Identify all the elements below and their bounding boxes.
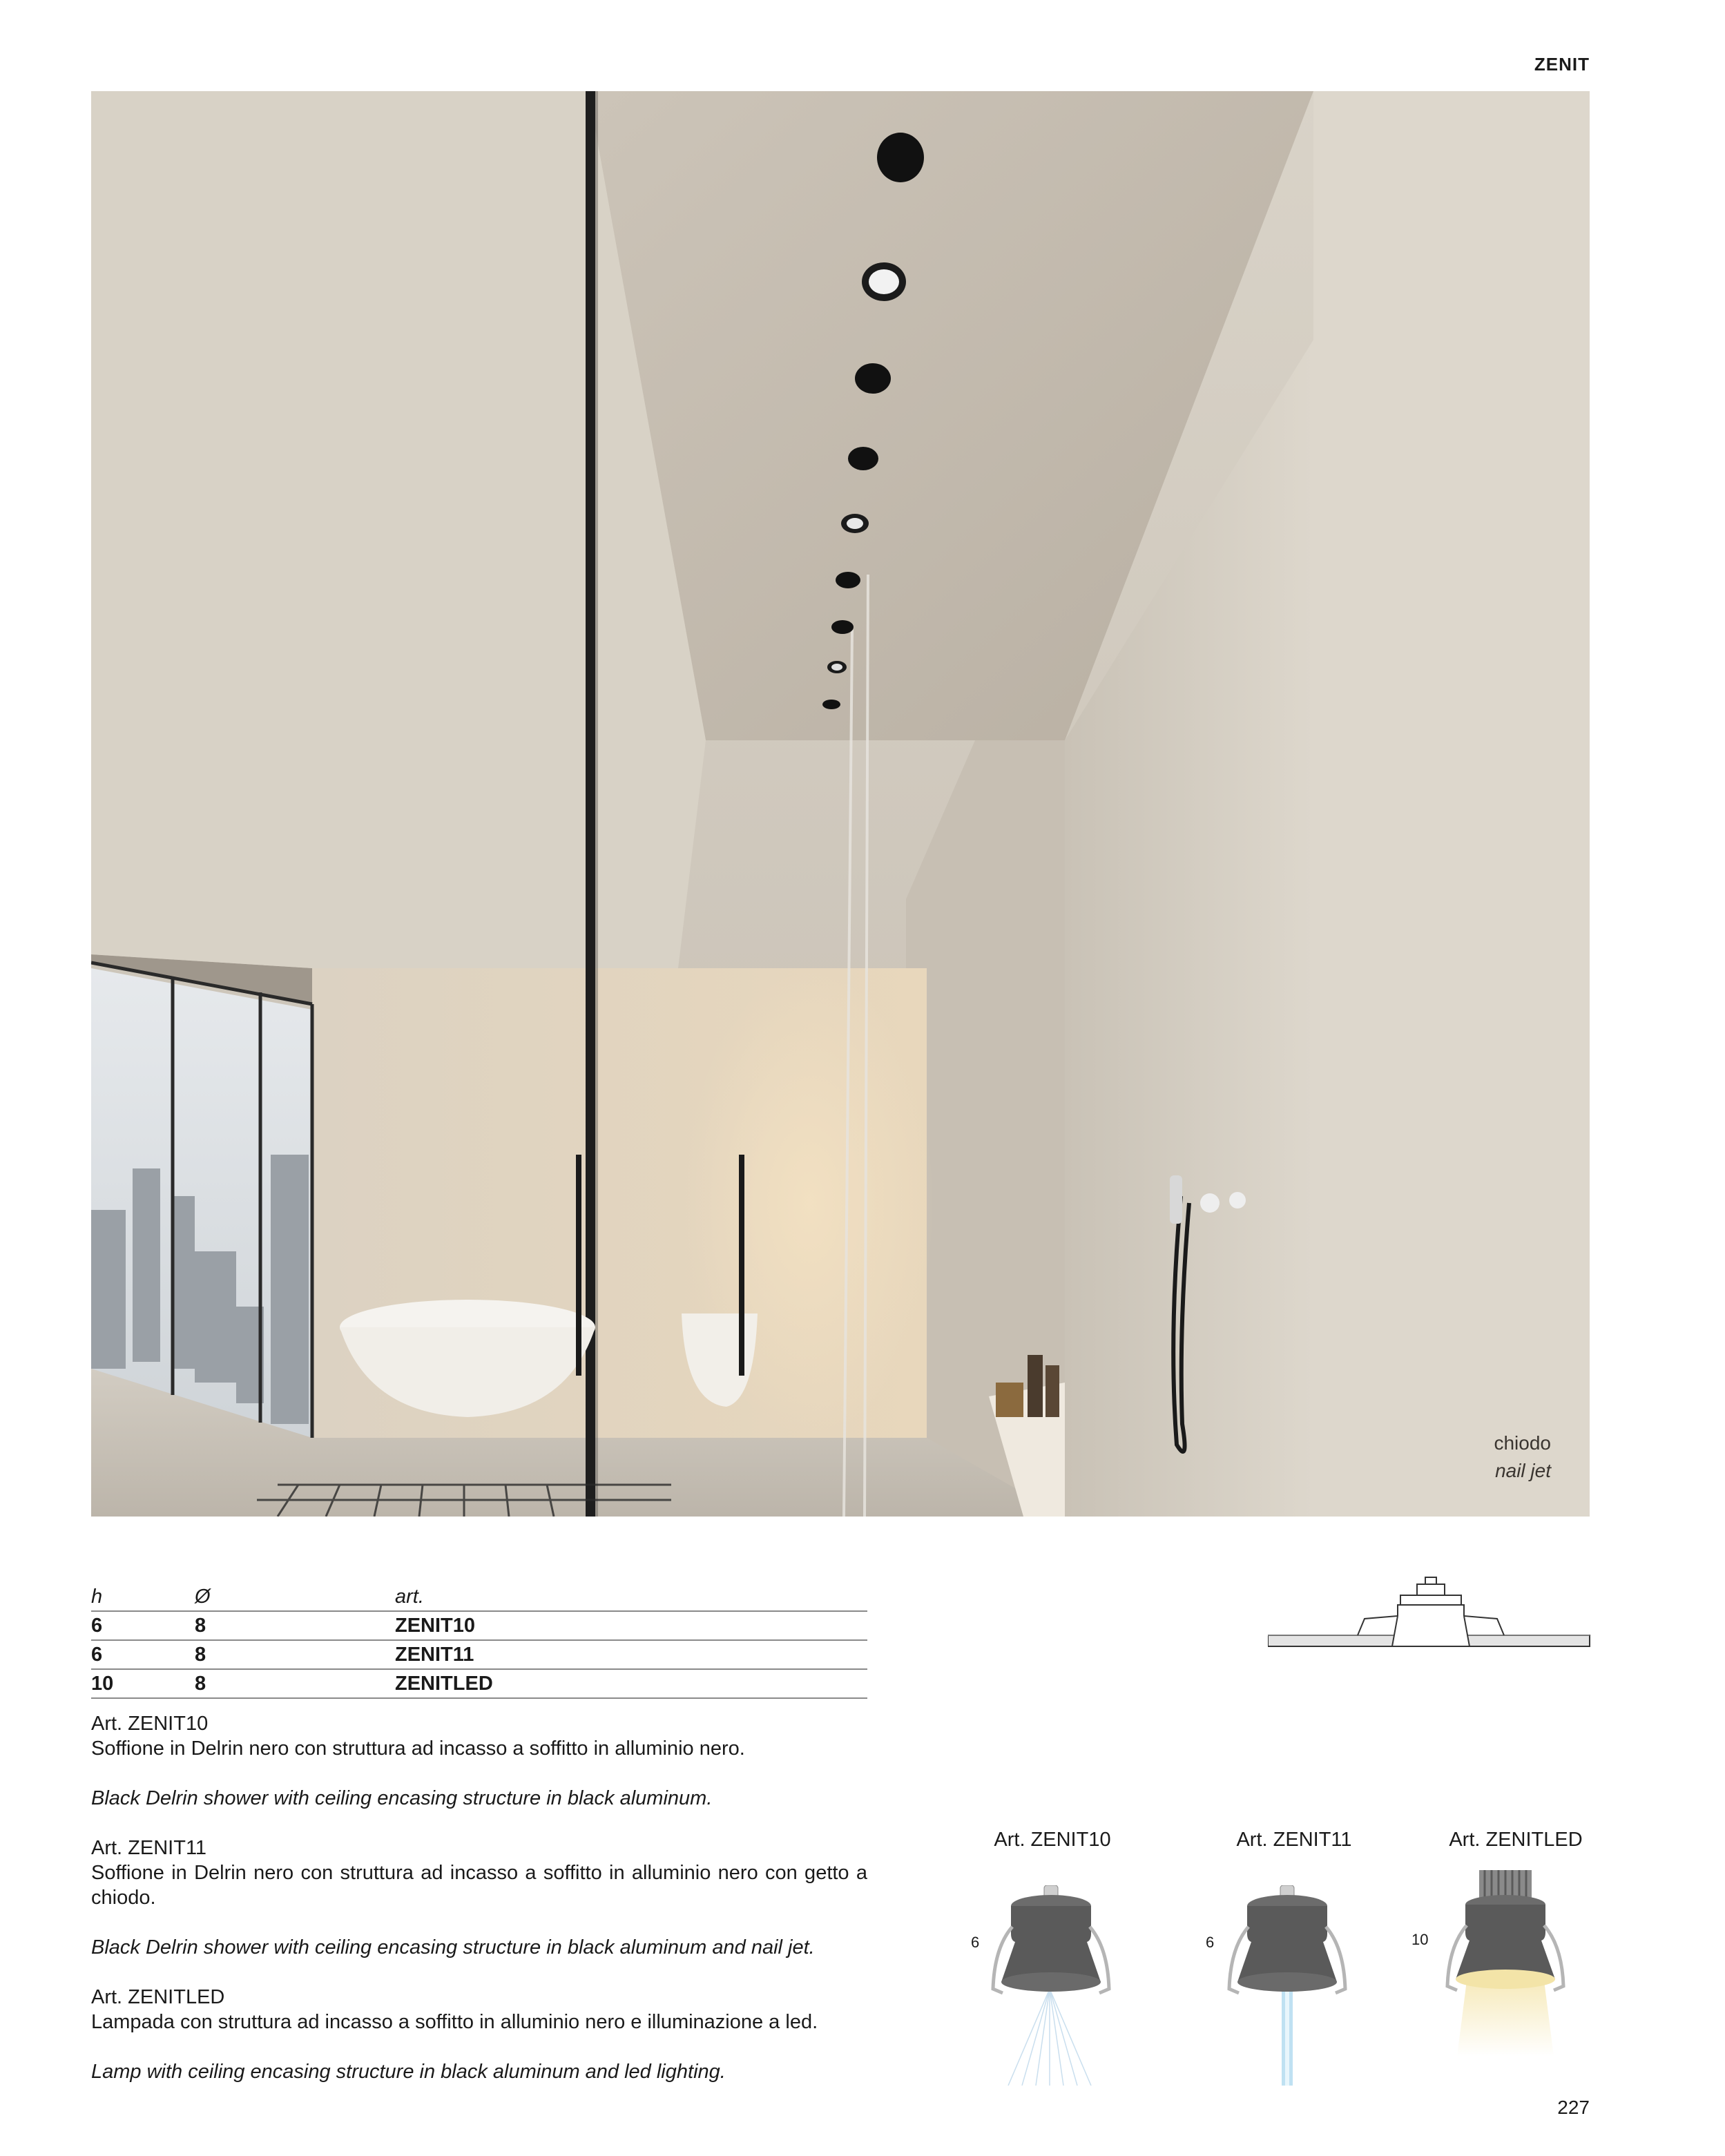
description-english: Black Delrin shower with ceiling encasing structure in black aluminum and nail jet. (91, 1936, 815, 1958)
description-english: Black Delrin shower with ceiling encasing structure in black aluminum. (91, 1787, 713, 1809)
cell-diameter: 8 (195, 1669, 395, 1698)
table-row (91, 1611, 867, 1640)
header-diameter: Ø (195, 1583, 395, 1611)
product-zenitled (1423, 1829, 1609, 1851)
description-italian: Soffione in Delrin nero con struttura ad incasso a soffitto in alluminio nero. (91, 1738, 745, 1760)
product-descriptions (91, 1711, 867, 2109)
description-zenit10 (91, 1711, 867, 1811)
zenitled-drawing (1436, 1870, 1574, 2057)
cell-height: 10 (91, 1669, 195, 1698)
description-english: Lamp with ceiling encasing structure in black aluminum and led lighting. (91, 2061, 726, 2083)
bathroom-photo (91, 91, 1590, 1517)
description-zenitled (91, 1985, 867, 2084)
dimension-height: 6 (1206, 1934, 1215, 1951)
description-title: Art. ZENITLED (91, 1986, 225, 2008)
table-row (91, 1669, 867, 1698)
caption-english: nail jet (1495, 1460, 1551, 1481)
product-label: Art. ZENITLED (1449, 1829, 1583, 1851)
cell-article: ZENIT10 (395, 1611, 867, 1640)
table-row (91, 1640, 867, 1669)
zenit11-drawing (1224, 1885, 1355, 2086)
zenit10-drawing (987, 1885, 1119, 2086)
cell-article: ZENITLED (395, 1669, 867, 1698)
product-zenit10 (971, 1829, 1134, 1851)
product-label: Art. ZENIT10 (994, 1829, 1111, 1851)
ceiling-section-drawing (1268, 1575, 1592, 1664)
product-zenit11 (1213, 1829, 1376, 1851)
cell-diameter: 8 (195, 1611, 395, 1640)
description-italian: Soffione in Delrin nero con struttura ad incasso a soffitto in alluminio nero con getto a chiodo. (91, 1862, 867, 1909)
description-title: Art. ZENIT11 (91, 1837, 207, 1859)
product-label: Art. ZENIT11 (1236, 1829, 1352, 1851)
spec-table (91, 1583, 867, 1699)
dimension-height: 6 (971, 1934, 980, 1951)
table-header-row (91, 1583, 867, 1611)
cell-diameter: 8 (195, 1640, 395, 1669)
cell-article: ZENIT11 (395, 1640, 867, 1669)
bathroom-illustration (91, 91, 1590, 1517)
cell-height: 6 (91, 1611, 195, 1640)
description-italian: Lampada con struttura ad incasso a soffitto in alluminio nero e illuminazione a led. (91, 2011, 818, 2033)
header-height: h (91, 1583, 195, 1611)
photo-caption (1494, 1430, 1551, 1485)
description-zenit11 (91, 1836, 867, 1960)
cell-height: 6 (91, 1640, 195, 1669)
brand-title: ZENIT (1534, 54, 1590, 75)
caption-italian: chiodo (1494, 1432, 1551, 1454)
dimension-height: 10 (1411, 1931, 1429, 1948)
page-number: 227 (1557, 2097, 1590, 2118)
header-article: art. (395, 1583, 867, 1611)
description-title: Art. ZENIT10 (91, 1713, 209, 1735)
